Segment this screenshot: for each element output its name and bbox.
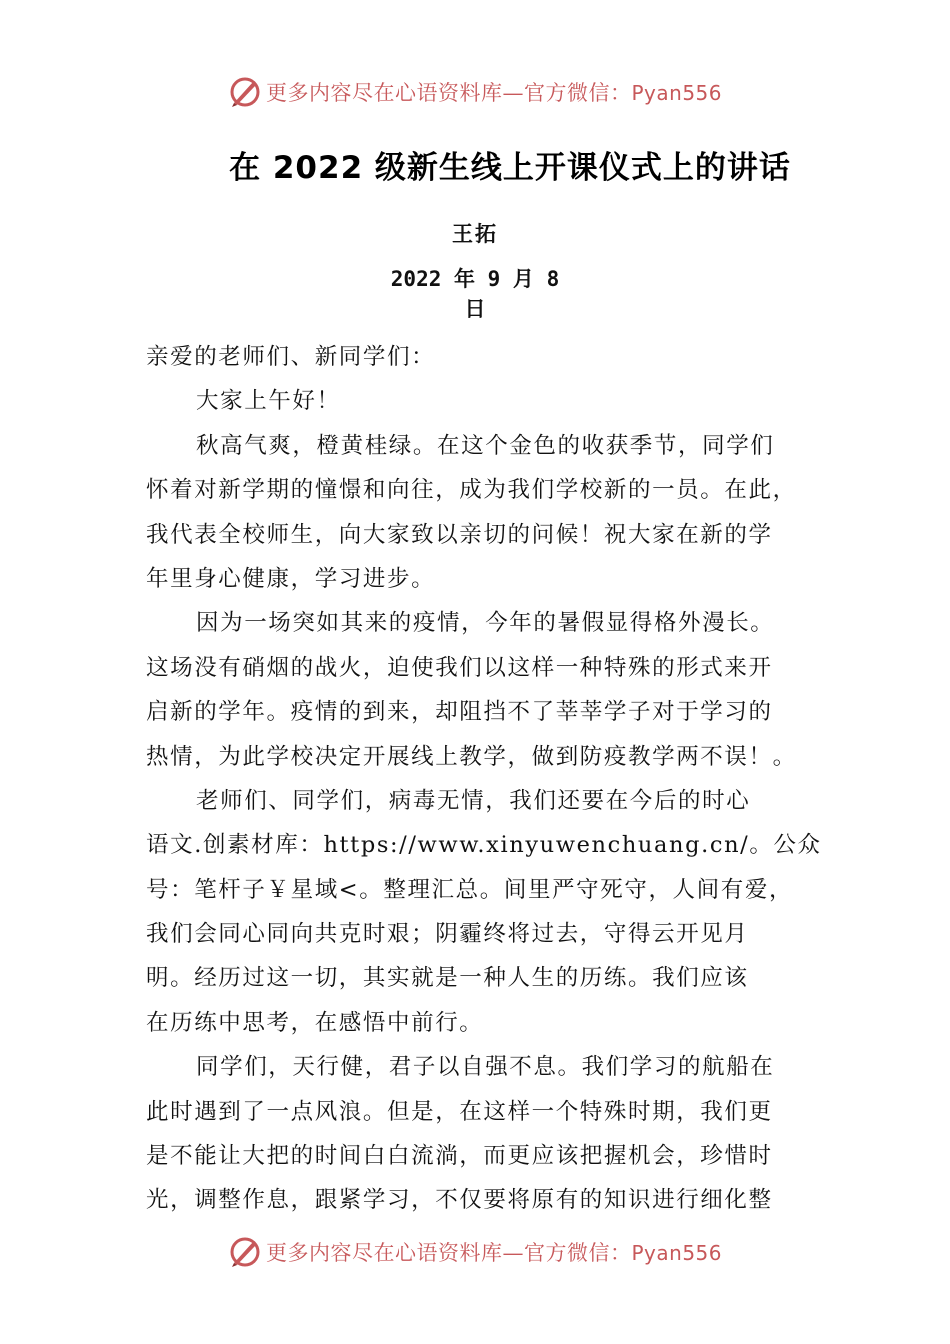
document-date: [0, 264, 950, 324]
footer-banner-text: 更多内容尽在心语资料库—官方微信：Pyan556: [265, 1241, 722, 1265]
body-line: 此时遇到了一点风浪。但是，在这样一个特殊时期，我们更: [146, 1098, 773, 1125]
body-line: 我们会同心同向共克时艰；阴霾终将过去，守得云开见月: [146, 921, 749, 948]
body-line: 因为一场突如其来的疫情，今年的暑假显得格外漫长。: [196, 610, 775, 637]
body-line: 号：笔杆子￥星域<。整理汇总。间里严守死守，人间有爱，: [146, 876, 794, 903]
footer-banner: [0, 1232, 950, 1272]
body-line: 同学们，天行健，君子以自强不息。我们学习的航船在: [196, 1054, 775, 1081]
body-line: 秋高气爽，橙黄桂绿。在这个金色的收获季节，同学们: [196, 432, 775, 459]
body-line: 热情，为此学校决定开展线上教学，做到防疫教学两不误！。: [146, 743, 797, 770]
body-line: 启新的学年。疫情的到来，却阻挡不了莘莘学子对于学习的: [146, 699, 773, 726]
body-line: 我代表全校师生，向大家致以亲切的问候！祝大家在新的学: [146, 521, 773, 548]
document-body: [146, 335, 822, 1223]
body-line: 是不能让大把的时间白白流淌，而更应该把握机会，珍惜时: [146, 1143, 773, 1170]
pen-logo-icon: [228, 75, 262, 109]
header-banner: [0, 72, 950, 112]
date-line-1: 2022 年 9 月 8: [390, 267, 560, 291]
body-line: 大家上午好！: [196, 388, 341, 415]
pen-logo-icon: [228, 1235, 262, 1269]
body-line: 老师们、同学们，病毒无情，我们还要在今后的时心: [196, 787, 751, 814]
body-line: 亲爱的老师们、新同学们：: [146, 344, 436, 370]
header-banner-text: 更多内容尽在心语资料库—官方微信：Pyan556: [265, 81, 722, 105]
body-line: 这场没有硝烟的战火，迫使我们以这样一种特殊的形式来开: [146, 654, 773, 681]
date-line-2: 日: [464, 297, 486, 321]
body-line: 明。经历过这一切，其实就是一种人生的历练。我们应该: [146, 965, 749, 992]
body-line: 语文.创素材库：https://www.xinyuwenchuang.cn/。公众: [146, 832, 822, 859]
body-line: 光，调整作息，跟紧学习，不仅要将原有的知识进行细化整: [146, 1187, 773, 1214]
body-line: 在历练中思考，在感悟中前行。: [146, 1009, 484, 1036]
document-title: 在 2022 级新生线上开课仪式上的讲话: [229, 150, 791, 186]
body-line: 怀着对新学期的憧憬和向往，成为我们学校新的一员。在此，: [146, 477, 797, 504]
document-author: 王拓: [452, 221, 498, 246]
body-line: 年里身心健康，学习进步。: [146, 565, 436, 592]
